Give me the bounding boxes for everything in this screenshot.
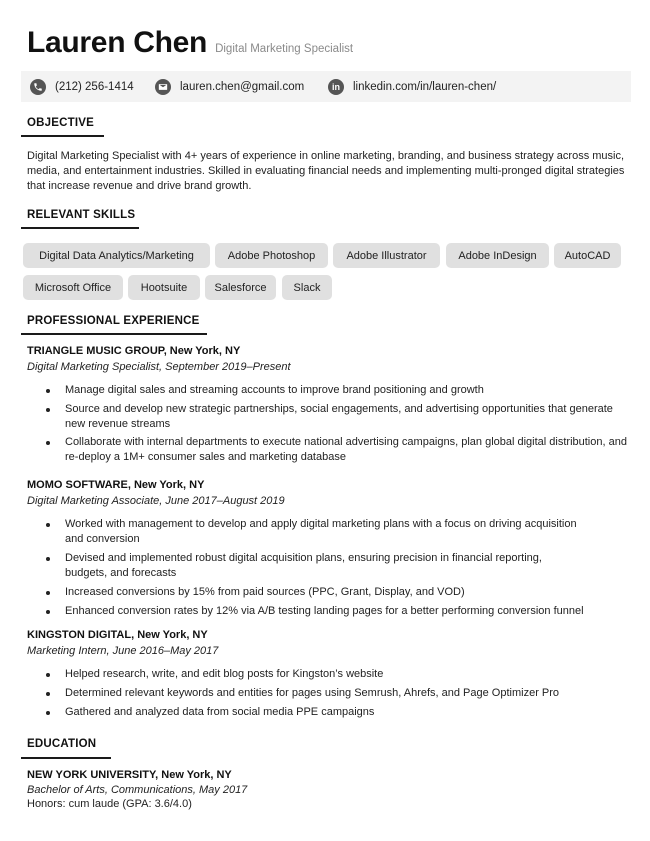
job-bullet: Increased conversions by 15% from paid sources (PPC, Grant, Display, and VOD) [27, 585, 627, 600]
contact-linkedin [328, 71, 496, 102]
education-heading: EDUCATION [27, 738, 97, 750]
job-bullet: Devised and implemented robust digital acquisition plans, ensuring precision in financial reporting, budgets, and forecasts [27, 551, 627, 581]
job-role: Digital Marketing Specialist, September 2019–Present [27, 361, 291, 373]
job-bullets [27, 383, 627, 465]
job-bullet: Worked with management to develop and apply digital marketing plans with a focus on driving acquisition and conversion [27, 517, 627, 547]
phone-icon [30, 79, 46, 95]
skill-chip: Adobe Illustrator [333, 243, 440, 268]
education-school: NEW YORK UNIVERSITY, New York, NY [27, 769, 232, 781]
job-bullet: Gathered and analyzed data from social media PPE campaigns [27, 705, 627, 720]
resume-header [27, 26, 353, 60]
job-role: Digital Marketing Associate, June 2017–August 2019 [27, 495, 285, 507]
candidate-name: Lauren Chen [27, 26, 208, 59]
job-bullets [27, 667, 627, 720]
objective-text: Digital Marketing Specialist with 4+ years of experience in online marketing, branding, and business strategy across music, media, and entertainment industries. Skilled in evaluating financial needs and implementing multi-pronged digital strategies that increase revenue and drive brand growth. [27, 150, 625, 192]
skill-chip: Slack [282, 275, 332, 300]
skill-chip: Digital Data Analytics/Marketing [23, 243, 210, 268]
skill-chip: Adobe InDesign [446, 243, 549, 268]
linkedin-url[interactable]: linkedin.com/in/lauren-chen/ [353, 80, 497, 93]
contact-phone [30, 71, 134, 102]
education-degree: Bachelor of Arts, Communications, May 2017 [27, 784, 248, 796]
experience-divider [21, 333, 207, 335]
job-bullet: Collaborate with internal departments to execute national advertising campaigns, plan global digital distribution, and re-deploy a 1M+ consumer sales and marketing database [27, 435, 627, 465]
contact-email [155, 71, 304, 102]
job-bullet: Determined relevant keywords and entities for pages using Semrush, Ahrefs, and Page Optimizer Pro [27, 686, 627, 701]
job-role: Marketing Intern, June 2016–May 2017 [27, 645, 219, 657]
objective-divider [21, 135, 104, 137]
experience-heading: PROFESSIONAL EXPERIENCE [27, 315, 200, 327]
skills-heading: RELEVANT SKILLS [27, 209, 136, 221]
skill-chip: Salesforce [205, 275, 276, 300]
job-bullet: Enhanced conversion rates by 12% via A/B testing landing pages for a better performing conversion funnel [27, 604, 627, 619]
linkedin-icon: in [328, 79, 344, 95]
phone-number[interactable]: (212) 256-1414 [55, 80, 134, 93]
email-icon [155, 79, 171, 95]
candidate-title: Digital Marketing Specialist [215, 43, 354, 55]
skill-chip: Hootsuite [128, 275, 200, 300]
skill-chip: AutoCAD [554, 243, 621, 268]
skills-divider [21, 227, 139, 229]
education-honors: Honors: cum laude (GPA: 3.6/4.0) [27, 798, 192, 810]
skill-chip: Adobe Photoshop [215, 243, 328, 268]
education-divider [21, 757, 111, 759]
job-bullet: Source and develop new strategic partnerships, social engagements, and advertising opportunities that generate new revenue streams [27, 402, 627, 432]
job-bullet: Helped research, write, and edit blog posts for Kingston’s website [27, 667, 627, 682]
job-bullets [27, 517, 627, 619]
job-company: KINGSTON DIGITAL, New York, NY [27, 629, 208, 641]
contact-bar [21, 71, 631, 102]
objective-heading: OBJECTIVE [27, 117, 94, 129]
job-bullet: Manage digital sales and streaming accounts to improve brand positioning and growth [27, 383, 627, 398]
job-company: MOMO SOFTWARE, New York, NY [27, 479, 205, 491]
email-address[interactable]: lauren.chen@gmail.com [180, 80, 305, 93]
skill-chip: Microsoft Office [23, 275, 123, 300]
job-company: TRIANGLE MUSIC GROUP, New York, NY [27, 345, 241, 357]
